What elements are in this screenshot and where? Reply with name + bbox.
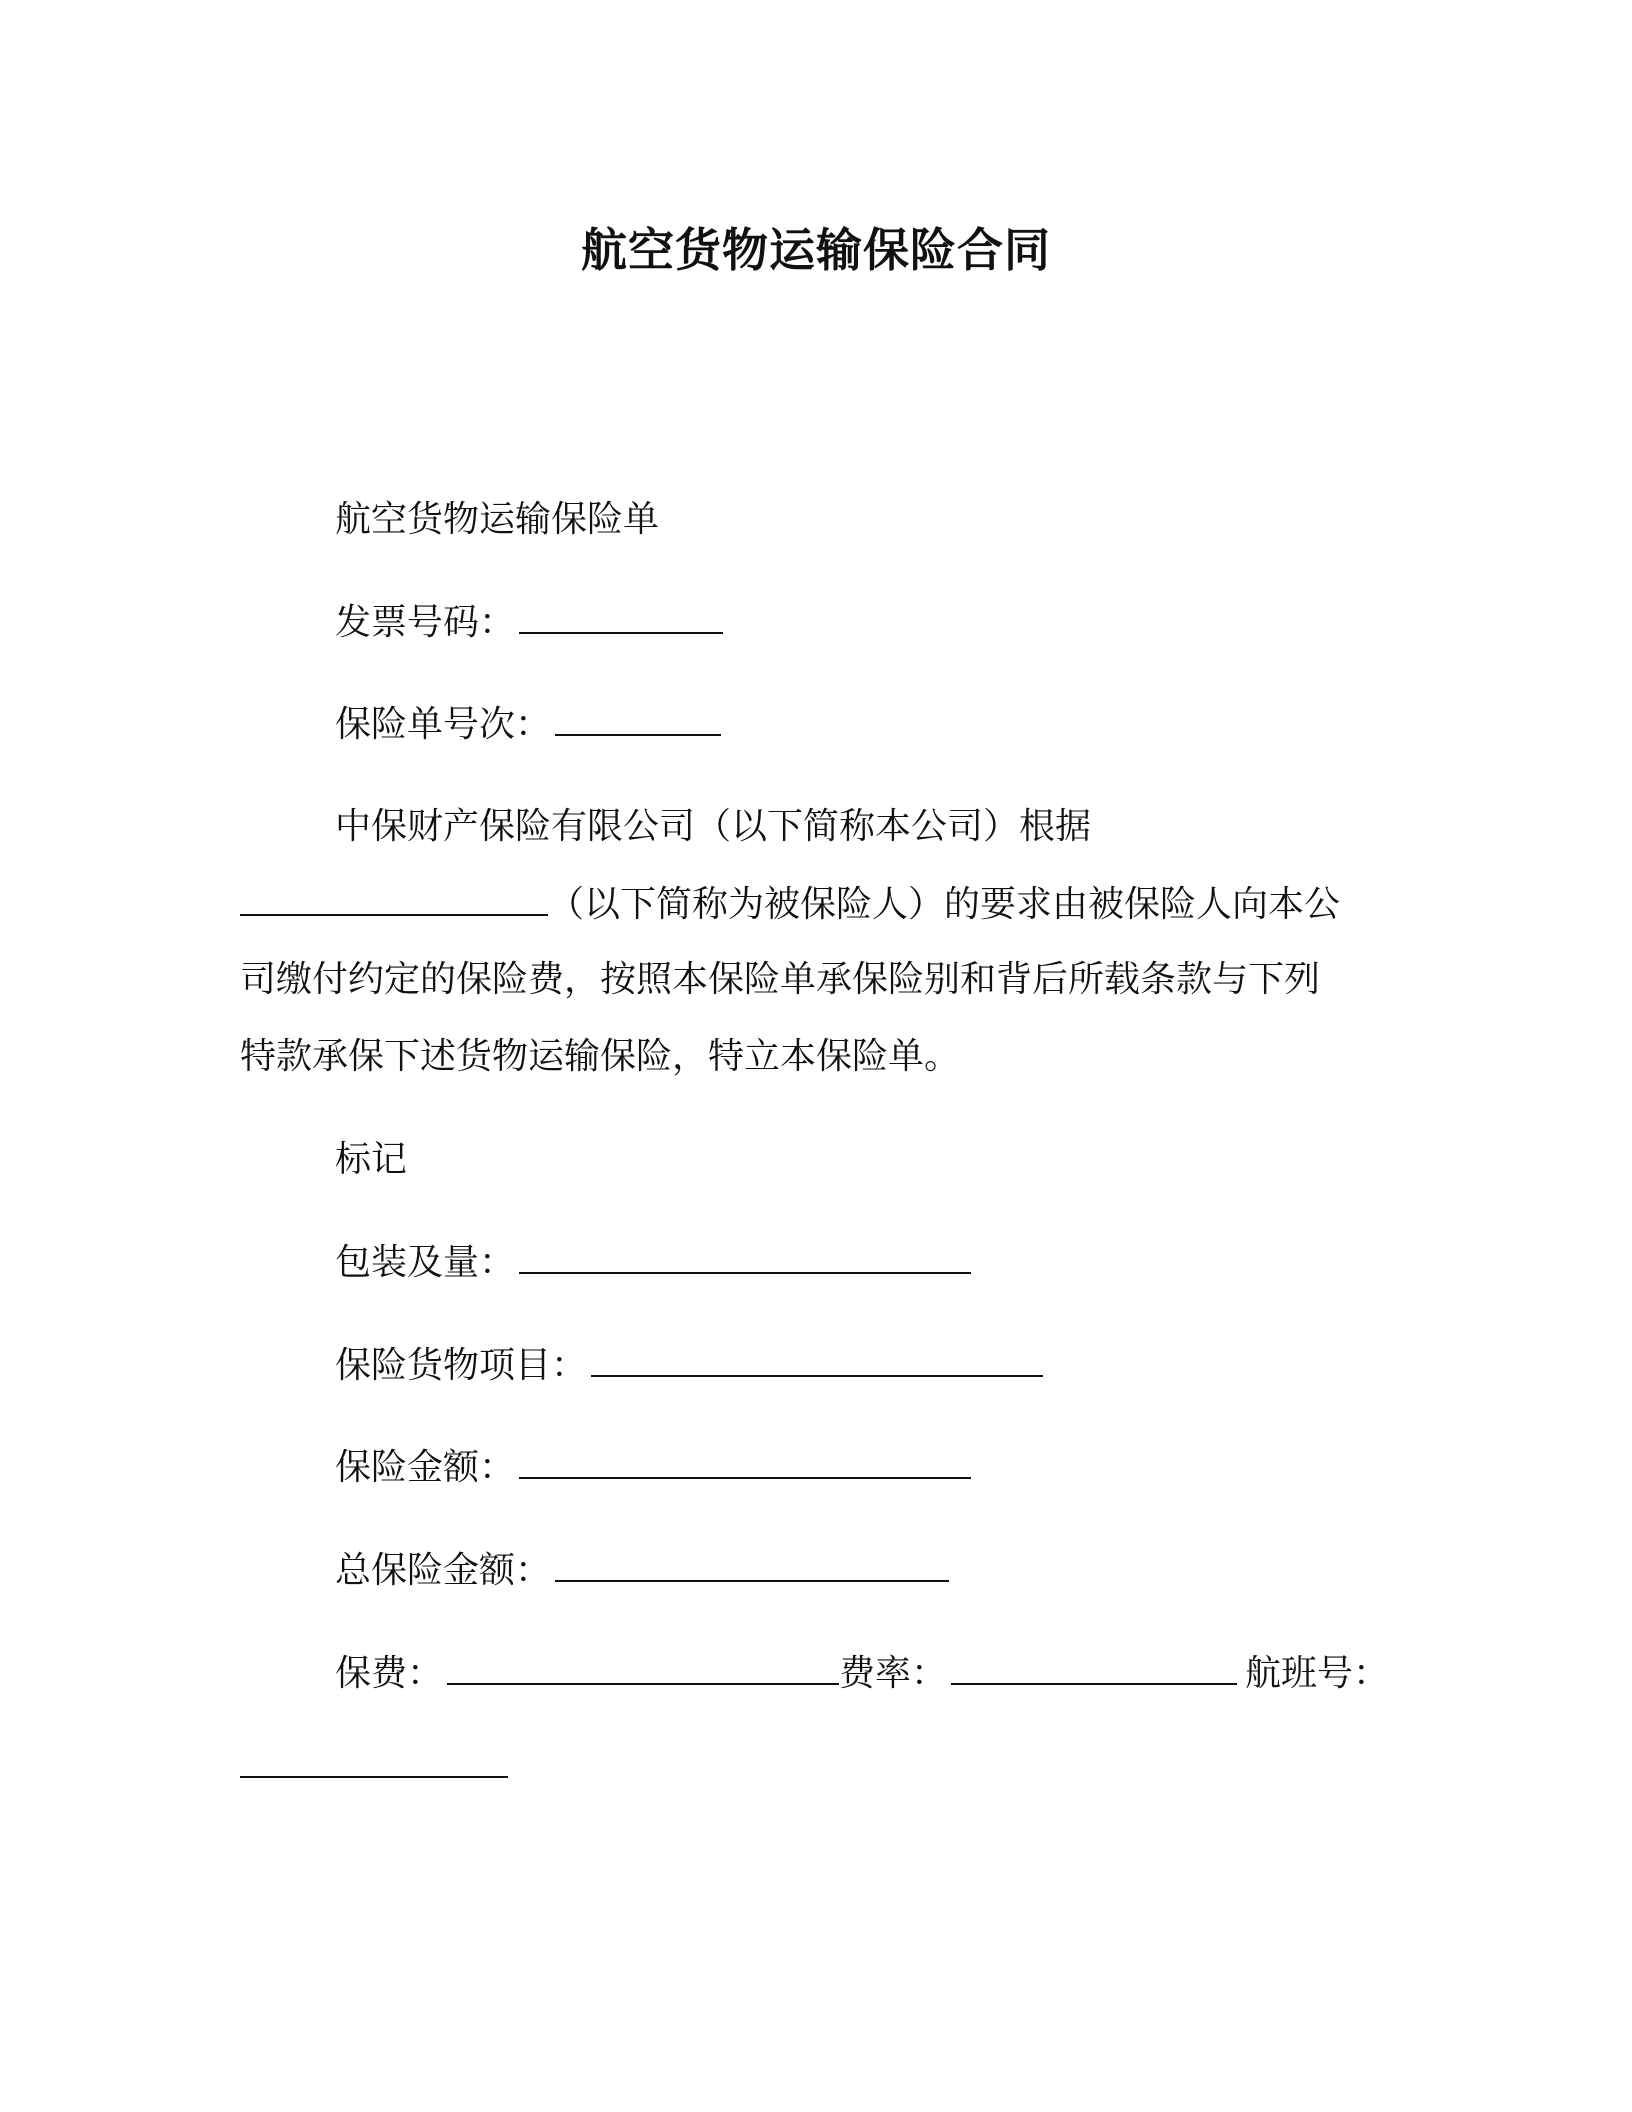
policy-heading: 航空货物运输保险单 (335, 499, 660, 540)
goods-label: 保险货物项目： (335, 1345, 588, 1386)
policy-number-blank[interactable] (555, 700, 721, 736)
paragraph-line-2-text: （以下简称为被保险人）的要求由被保险人向本公 (548, 884, 1341, 925)
insured-name-blank[interactable] (240, 880, 548, 916)
goods-row (335, 1341, 1043, 1390)
amount-blank[interactable] (519, 1443, 971, 1479)
premium-row (335, 1649, 1389, 1698)
invoice-number-blank[interactable] (519, 598, 723, 634)
flight-number-row (240, 1742, 508, 1791)
premium-blank[interactable] (447, 1649, 839, 1685)
rate-blank[interactable] (951, 1649, 1237, 1685)
paragraph-line-3: 司缴付约定的保险费，按照本保险单承保险别和背后所载条款与下列 (240, 959, 1321, 1000)
marks-label: 标记 (335, 1139, 408, 1180)
flight-label: 航班号： (1245, 1653, 1390, 1694)
paragraph-line-2 (240, 880, 1340, 929)
policy-number-label: 保险单号次： (335, 704, 552, 745)
invoice-number-row (335, 598, 723, 647)
total-amount-label: 总保险金额： (335, 1550, 552, 1591)
amount-label: 保险金额： (335, 1447, 516, 1488)
document-title: 航空货物运输保险合同 (581, 223, 1051, 277)
packing-blank[interactable] (519, 1238, 971, 1274)
total-amount-blank[interactable] (555, 1546, 949, 1582)
amount-row (335, 1443, 971, 1492)
rate-label: 费率： (839, 1653, 948, 1694)
premium-label: 保费： (335, 1653, 444, 1694)
policy-number-row (335, 700, 721, 749)
packing-label: 包装及量： (335, 1242, 516, 1283)
packing-row (335, 1238, 971, 1287)
paragraph-line-4: 特款承保下述货物运输保险，特立本保险单。 (240, 1036, 961, 1077)
flight-number-blank[interactable] (240, 1742, 508, 1778)
goods-blank[interactable] (591, 1341, 1043, 1377)
total-amount-row (335, 1546, 949, 1595)
invoice-number-label: 发票号码： (335, 602, 516, 643)
paragraph-line-1: 中保财产保险有限公司（以下简称本公司）根据 (335, 806, 1092, 847)
